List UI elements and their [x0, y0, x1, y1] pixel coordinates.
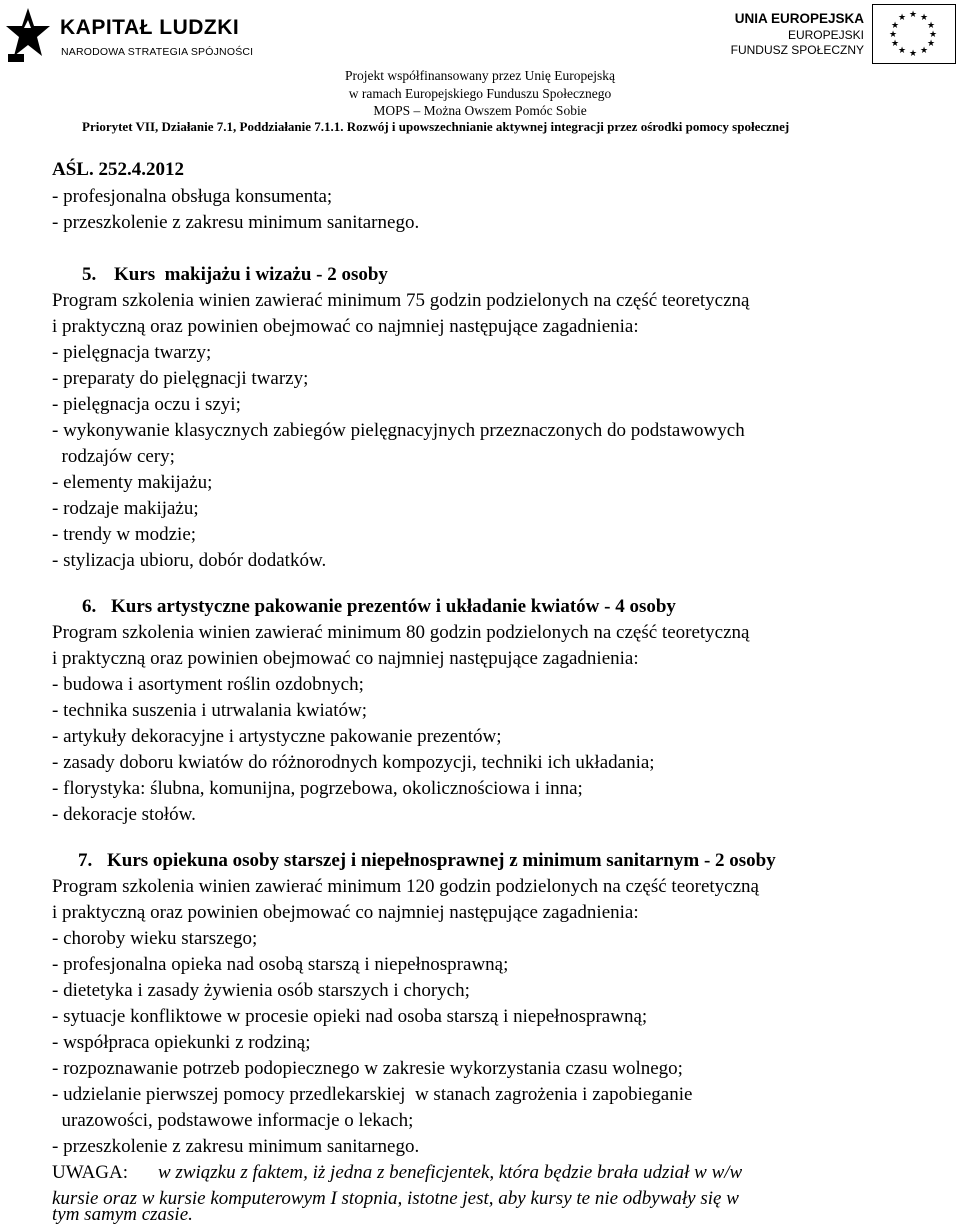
note-line-1: w związku z faktem, iż jedna z beneficjentek, która będzie brała udział w w/w [158, 1162, 743, 1183]
list-item: - dekoracje stołów. [52, 804, 196, 825]
list-item: - trendy w modzie; [52, 524, 197, 545]
eu-flag-icon [872, 4, 956, 64]
list-item: - przeszkolenie z zakresu minimum sanitarnego. [52, 212, 420, 233]
list-item: - budowa i asortyment roślin ozdobnych; [52, 674, 364, 695]
project-line-3: MOPS – Można Owszem Pomóc Sobie [373, 103, 587, 118]
svg-text:★: ★ [897, 13, 907, 23]
list-item: - elementy makijażu; [52, 472, 213, 493]
project-line-1: Projekt współfinansowany przez Unię Europejską [345, 68, 615, 83]
list-item: - rozpoznawanie potrzeb podopiecznego w zakresie wykorzystania czasu wolnego; [52, 1058, 683, 1079]
list-item: - choroby wieku starszego; [52, 928, 258, 949]
list-item: - florystyka: ślubna, komunijna, pogrzebowa, okolicznościowa i inna; [52, 778, 583, 799]
list-item: - stylizacja ubioru, dobór dodatków. [52, 550, 327, 571]
priority-line: Priorytet VII, Działanie 7.1, Poddziałanie 7.1.1. Rozwój i upowszechnianie aktywnej integracji przez ośrodki pomocy społecznej [82, 119, 790, 134]
list-item: - zasady doboru kwiatów do różnorodnych kompozycji, techniki ich układania; [52, 752, 655, 773]
svg-text:★: ★ [908, 49, 918, 59]
svg-text:★: ★ [890, 39, 900, 49]
eu-logo-line1: UNIA EUROPEJSKA [734, 11, 864, 26]
section-7-desc-2: i praktyczną oraz powinien obejmować co najmniej następujące zagadnienia: [52, 902, 639, 923]
svg-text:★: ★ [897, 46, 907, 56]
svg-text:★: ★ [919, 13, 929, 23]
list-item: - współpraca opiekunki z rodziną; [52, 1032, 311, 1053]
svg-text:★: ★ [926, 39, 936, 49]
section-5-number: 5. [82, 264, 97, 285]
section-7-title: Kurs opiekuna osoby starszej i niepełnosprawnej z minimum sanitarnym - 2 osoby [107, 850, 776, 871]
kapital-ludzki-logo [4, 4, 254, 64]
list-item: urazowości, podstawowe informacje o lekach; [52, 1110, 414, 1131]
project-line-2: w ramach Europejskiego Funduszu Społecznego [348, 85, 612, 101]
list-item: - przeszkolenie z zakresu minimum sanitarnego. [52, 1136, 420, 1157]
kapital-ludzki-subtitle: NARODOWA STRATEGIA SPÓJNOŚCI [61, 46, 254, 58]
list-item: - artykuły dekoracyjne i artystyczne pakowanie prezentów; [52, 726, 502, 747]
kapital-ludzki-star-icon [4, 6, 52, 64]
list-item: - sytuacje konfliktowe w procesie opieki nad osoba starszą i niepełnosprawną; [52, 1006, 648, 1027]
section-5-desc-1: Program szkolenia winien zawierać minimum 75 godzin podzielonych na część teoretyczną [52, 290, 750, 311]
reference-number: AŚL. 252.4.2012 [52, 159, 184, 180]
list-item: - dietetyka i zasady żywienia osób starszych i chorych; [52, 980, 470, 1001]
section-5-desc-2: i praktyczną oraz powinien obejmować co najmniej następujące zagadnienia: [52, 316, 639, 337]
kapital-ludzki-title: KAPITAŁ LUDZKI [60, 16, 240, 39]
section-6-number: 6. [82, 596, 97, 617]
list-item: - technika suszenia i utrwalania kwiatów; [52, 700, 367, 721]
list-item: - pielęgnacja twarzy; [52, 342, 212, 363]
note-line-2: kursie oraz w kursie komputerowym I stopnia, istotne jest, aby kursy te nie odbywały się w [52, 1188, 739, 1209]
list-item: - wykonywanie klasycznych zabiegów pielęgnacyjnych przeznaczonych do podstawowych [52, 420, 745, 441]
list-item: - profesjonalna obsługa konsumenta; [52, 186, 333, 207]
section-7-number: 7. [78, 850, 93, 871]
section-5-title: Kurs makijażu i wizażu - 2 osoby [114, 264, 388, 285]
list-item: - pielęgnacja oczu i szyi; [52, 394, 241, 415]
svg-text:★: ★ [890, 21, 900, 31]
eu-logo-line3: FUNDUSZ SPOŁECZNY [730, 43, 864, 57]
list-item: - profesjonalna opieka nad osobą starszą i niepełnosprawną; [52, 954, 509, 975]
list-item: rodzajów cery; [52, 446, 175, 467]
section-6-title: Kurs artystyczne pakowanie prezentów i układanie kwiatów - 4 osoby [111, 596, 676, 617]
project-info [0, 67, 960, 120]
list-item: - rodzaje makijażu; [52, 498, 199, 519]
note-line-3: tym samym czasie. [52, 1204, 193, 1225]
eu-logo-line2: EUROPEJSKI [787, 28, 864, 42]
section-6-desc-2: i praktyczną oraz powinien obejmować co najmniej następujące zagadnienia: [52, 648, 639, 669]
section-7-desc-1: Program szkolenia winien zawierać minimum 120 godzin podzielonych na część teoretyczną [52, 876, 759, 897]
svg-text:★: ★ [928, 30, 938, 40]
svg-text:★: ★ [908, 10, 918, 20]
section-6-desc-1: Program szkolenia winien zawierać minimum 80 godzin podzielonych na część teoretyczną [52, 622, 750, 643]
svg-text:★: ★ [926, 21, 936, 31]
note-label: UWAGA: [52, 1162, 128, 1183]
list-item: - preparaty do pielęgnacji twarzy; [52, 368, 309, 389]
svg-text:★: ★ [919, 46, 929, 56]
svg-text:★: ★ [888, 30, 898, 40]
list-item: - udzielanie pierwszej pomocy przedlekarskiej w stanach zagrożenia i zapobieganie [52, 1084, 693, 1105]
